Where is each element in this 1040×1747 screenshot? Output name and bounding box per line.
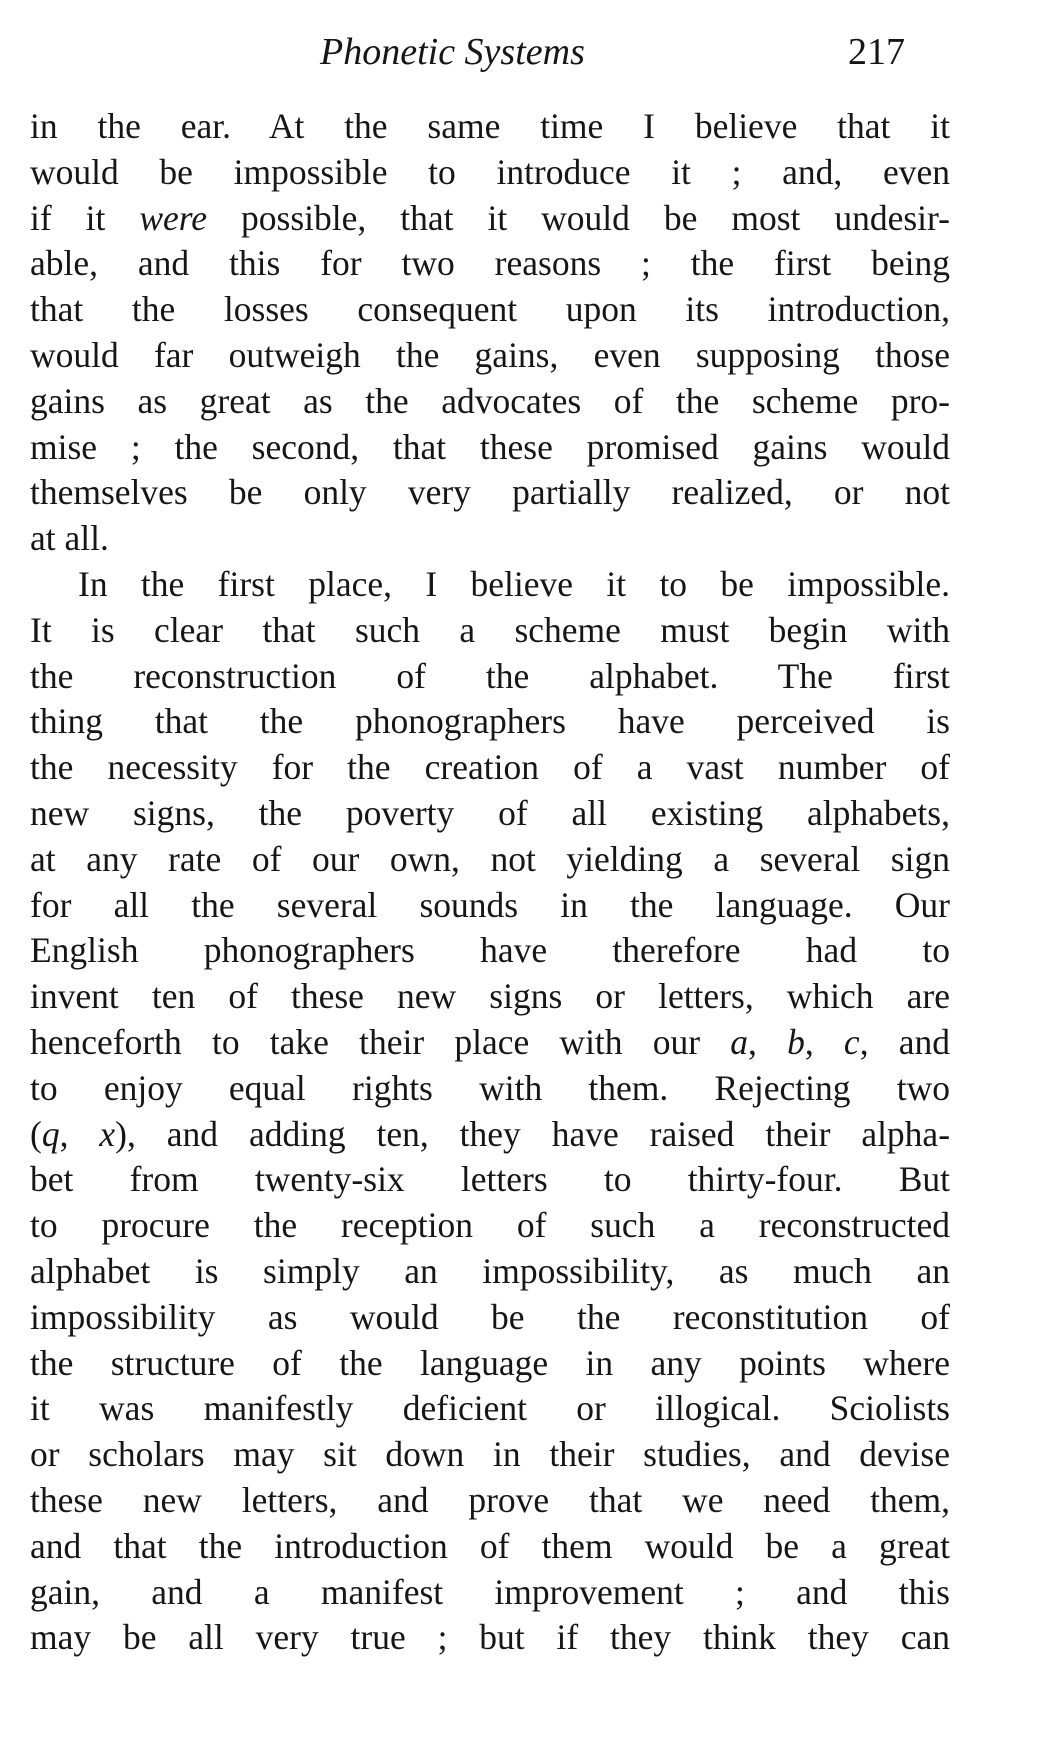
text-line: and that the introduction of them would be a great — [30, 1525, 950, 1566]
text-line: it was manifestly deficient or illogical. Sciolists — [30, 1388, 950, 1429]
text-line: the necessity for the creation of a vast number of — [30, 747, 950, 788]
text-line: these new letters, and prove that we need them, — [30, 1479, 950, 1520]
text-line: the structure of the language in any points where — [30, 1342, 950, 1383]
text-line: to procure the reception of such a reconstructed — [30, 1205, 950, 1246]
text-line: English phonographers have therefore had to — [30, 930, 950, 971]
running-head — [0, 22, 1040, 82]
text-line: would far outweigh the gains, even supposing those — [30, 334, 950, 375]
text-line: the reconstruction of the alphabet. The first — [30, 655, 950, 696]
text-line: (q, x), and adding ten, they have raised their alpha- — [30, 1113, 950, 1154]
text-line: bet from twenty-six letters to thirty-four. But — [30, 1159, 950, 1200]
text-line: at all. — [30, 518, 109, 559]
text-line: impossibility as would be the reconstitution of — [30, 1296, 950, 1337]
text-line: would be impossible to introduce it ; and, even — [30, 151, 950, 192]
text-line: henceforth to take their place with our a, b, c, and — [30, 1021, 950, 1062]
page-number: 217 — [848, 31, 905, 73]
text-line: gain, and a manifest improvement ; and this — [30, 1571, 950, 1612]
running-title: Phonetic Systems — [320, 31, 585, 73]
text-line: if it were possible, that it would be most undesir- — [30, 197, 950, 238]
text-line: invent ten of these new signs or letters, which are — [30, 976, 950, 1017]
text-line: It is clear that such a scheme must begin with — [30, 609, 950, 650]
text-line: at any rate of our own, not yielding a several sign — [30, 838, 950, 879]
text-line: themselves be only very partially realized, or not — [30, 472, 950, 513]
text-line: able, and this for two reasons ; the first being — [30, 243, 950, 284]
text-line: or scholars may sit down in their studies, and devise — [30, 1434, 950, 1475]
text-line: alphabet is simply an impossibility, as much an — [30, 1250, 950, 1291]
text-line: that the losses consequent upon its introduction, — [30, 289, 950, 330]
text-line: mise ; the second, that these promised gains would — [30, 426, 950, 467]
text-line: to enjoy equal rights with them. Rejecting two — [30, 1067, 950, 1108]
text-line: in the ear. At the same time I believe that it — [30, 106, 950, 146]
text-line: gains as great as the advocates of the scheme pro- — [30, 380, 950, 421]
text-line: may be all very true ; but if they think they can — [30, 1617, 950, 1658]
body-text — [30, 104, 950, 1661]
text-line: for all the several sounds in the language. Our — [30, 884, 950, 925]
text-line: In the first place, I believe it to be impossible. — [78, 563, 950, 604]
text-line: new signs, the poverty of all existing alphabets, — [30, 792, 950, 833]
text-line: thing that the phonographers have perceived is — [30, 701, 950, 742]
